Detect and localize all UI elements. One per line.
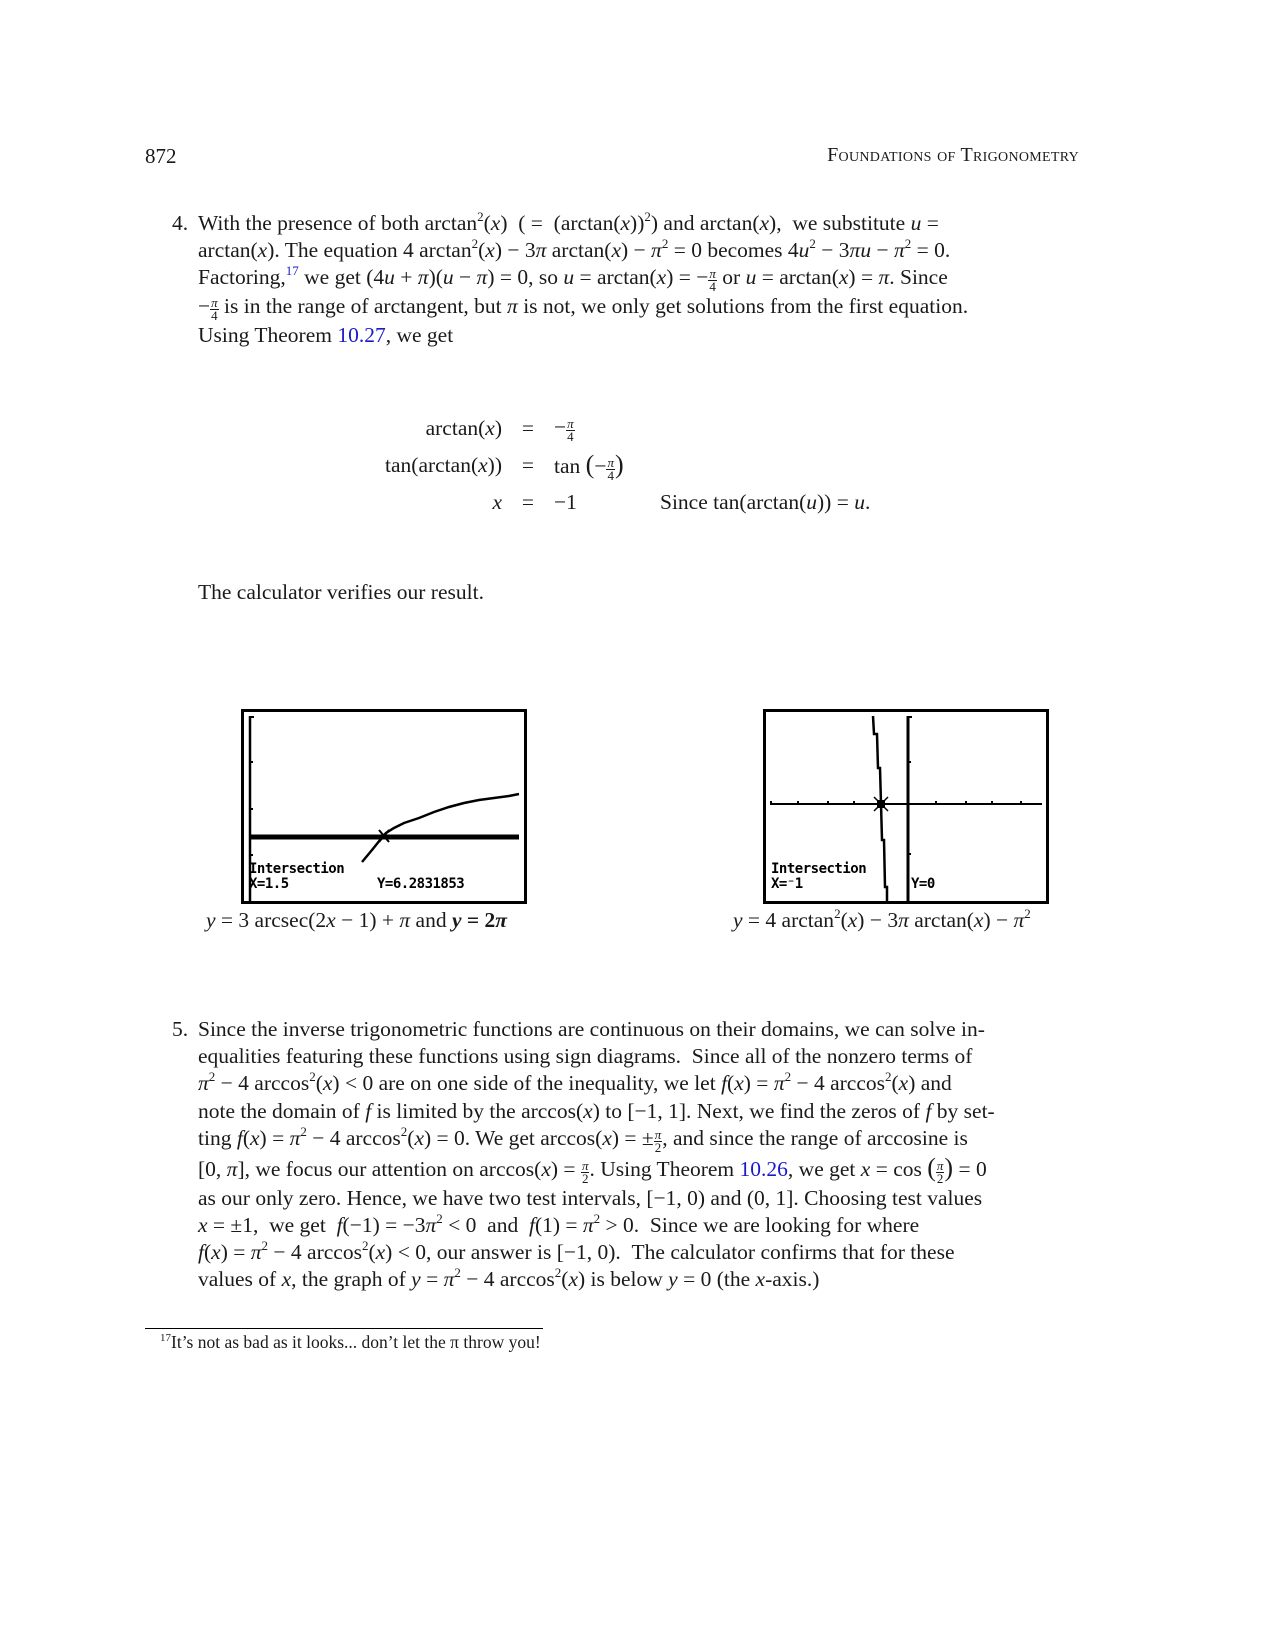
item-4-line-2: arctan(x). The equation 4 $\arctan^2(x) - 3\pi$ $\arctan(x) - \pi^2 = 0$ becomes $4u^2 - 3\pi u - \pi^2 = 0$. xyxy=(198,236,951,263)
equation-rhs: tan (− $\frac{\pi}{4}$ ) xyxy=(554,449,624,483)
item-number: 4. xyxy=(172,211,189,235)
item-5-line-5: ting $f(x) = \pi^2 - 4$ $\arccos^2(x) = 0$. We get arccos(x) = ± $\frac{\pi}{2}$ , and since the range of arccosine is xyxy=(198,1123,968,1155)
item-5-line-4: note the domain of f is limited by the arccos(x) to [−1, 1]. Next, we find the zeros of f by set- xyxy=(198,1098,995,1123)
equals-sign: = xyxy=(521,416,535,440)
calculator-screen-1 xyxy=(241,709,527,904)
item-5-body xyxy=(198,1016,1078,1294)
item-4-line-1: With the presence of both $\arctan^2(x)$ ( = $(\arctan(x))^2$) and arctan(x), we substitute u = xyxy=(198,209,939,235)
equals-sign: = xyxy=(521,490,535,514)
calculator-screen-2 xyxy=(763,709,1049,904)
calc-x-value: X=1.5 xyxy=(249,876,289,892)
calculator-caption-2: y = 4 $\arctan^2(x) - 3\pi$ $\arctan(x) - \pi^2$ xyxy=(733,906,1031,932)
equation-lhs: arctan(x) xyxy=(425,416,502,440)
equation-rhs: − $\frac{\pi}{4}$ xyxy=(554,414,574,444)
equation-row xyxy=(350,447,950,484)
page-number: 872 xyxy=(145,144,177,168)
equation-array xyxy=(350,410,950,521)
item-5-line-10: values of x, the graph of $y = \pi^2 - 4$ $\arccos^2(x)$ is below y = 0 (the x-axis.) xyxy=(198,1265,820,1292)
item-5-line-1: Since the inverse trigonometric functions are continuous on their domains, we can solve in- xyxy=(198,1017,985,1041)
footnote-number: 17 xyxy=(160,1332,171,1344)
theorem-link-10-26[interactable]: 10.26 xyxy=(739,1156,788,1181)
item-4-body xyxy=(198,210,1078,350)
equation-row xyxy=(350,484,950,521)
solution-item-5 xyxy=(172,1016,1078,1294)
equation-note: Since tan(arctan(u)) = u. xyxy=(660,490,871,514)
item-4-line-4: − $\frac{\pi}{4}$ is in the range of arctangent, but π is not, we only get solutions from the first equation. xyxy=(198,294,969,324)
footnote-text: It’s not as bad as it looks... don’t let the π throw you! xyxy=(171,1332,541,1352)
equation-row xyxy=(350,410,950,447)
calc-x-value: X=⁻1 xyxy=(771,876,803,892)
item-4-line-3: Factoring,$^{17}$ we get (4u + π)(u − π) = 0, so u = arctan(x) = − $\frac{\pi}{4}$ or u = arctan(x) = π. Since xyxy=(198,263,948,295)
calc-y-value: Y=6.2831853 xyxy=(377,876,465,892)
item-4-line-5: Using Theorem 10.27, we get xyxy=(198,323,454,348)
solution-item-4 xyxy=(172,210,1078,350)
item-5-line-9: $f(x) = \pi^2 - 4$ $\arccos^2(x) < 0$, our answer is [−1, 0). The calculator confirms that for these xyxy=(198,1238,955,1265)
item-number: 5. xyxy=(172,1017,189,1041)
calculator-caption-1: y = 3 arcsec(2x − 1) + π and y = 2π xyxy=(206,908,508,932)
footnote-ref-17[interactable]: 17 xyxy=(285,263,299,279)
equation-lhs: tan(arctan(x)) xyxy=(385,453,502,477)
running-title: Foundations of Trigonometry xyxy=(827,144,1079,166)
item-5-line-7: as our only zero. Hence, we have two test intervals, [−1, 0) and (0, 1]. Choosing test values xyxy=(198,1185,983,1210)
item-5-line-6: [0, π], we focus our attention on arccos(x) = $\frac{\pi}{2}$ . Using Theorem 10.26, we get x = cos ( $\frac{\pi}{2}$ ) = 0 xyxy=(198,1152,987,1186)
item-5-line-2: equalities featuring these functions using sign diagrams. Since all of the nonzero terms of xyxy=(198,1044,973,1069)
equals-sign: = xyxy=(521,453,535,477)
item-5-line-8: x = ±1, we get $f(-1) = -3\pi^2 < 0$ and $f(1) = \pi^2 > 0$. Since we are looking for where xyxy=(198,1211,920,1238)
calc-label: Intersection xyxy=(771,861,867,877)
verify-text: The calculator verifies our result. xyxy=(198,580,484,604)
theorem-link-10-27[interactable]: 10.27 xyxy=(337,323,386,348)
calc-label: Intersection xyxy=(249,861,345,877)
calc-y-value: Y=0 xyxy=(911,876,935,892)
footnote xyxy=(160,1332,541,1353)
item-5-line-3: $\pi^2 - 4$ $\arccos^2(x) < 0$ are on one side of the inequality, we let $f(x) = \pi^2 - 4$ $\arccos^2(x)$ and xyxy=(198,1069,952,1096)
equation-rhs: −1 xyxy=(554,490,577,514)
equation-lhs: x xyxy=(492,490,502,514)
footnote-rule xyxy=(145,1328,543,1329)
